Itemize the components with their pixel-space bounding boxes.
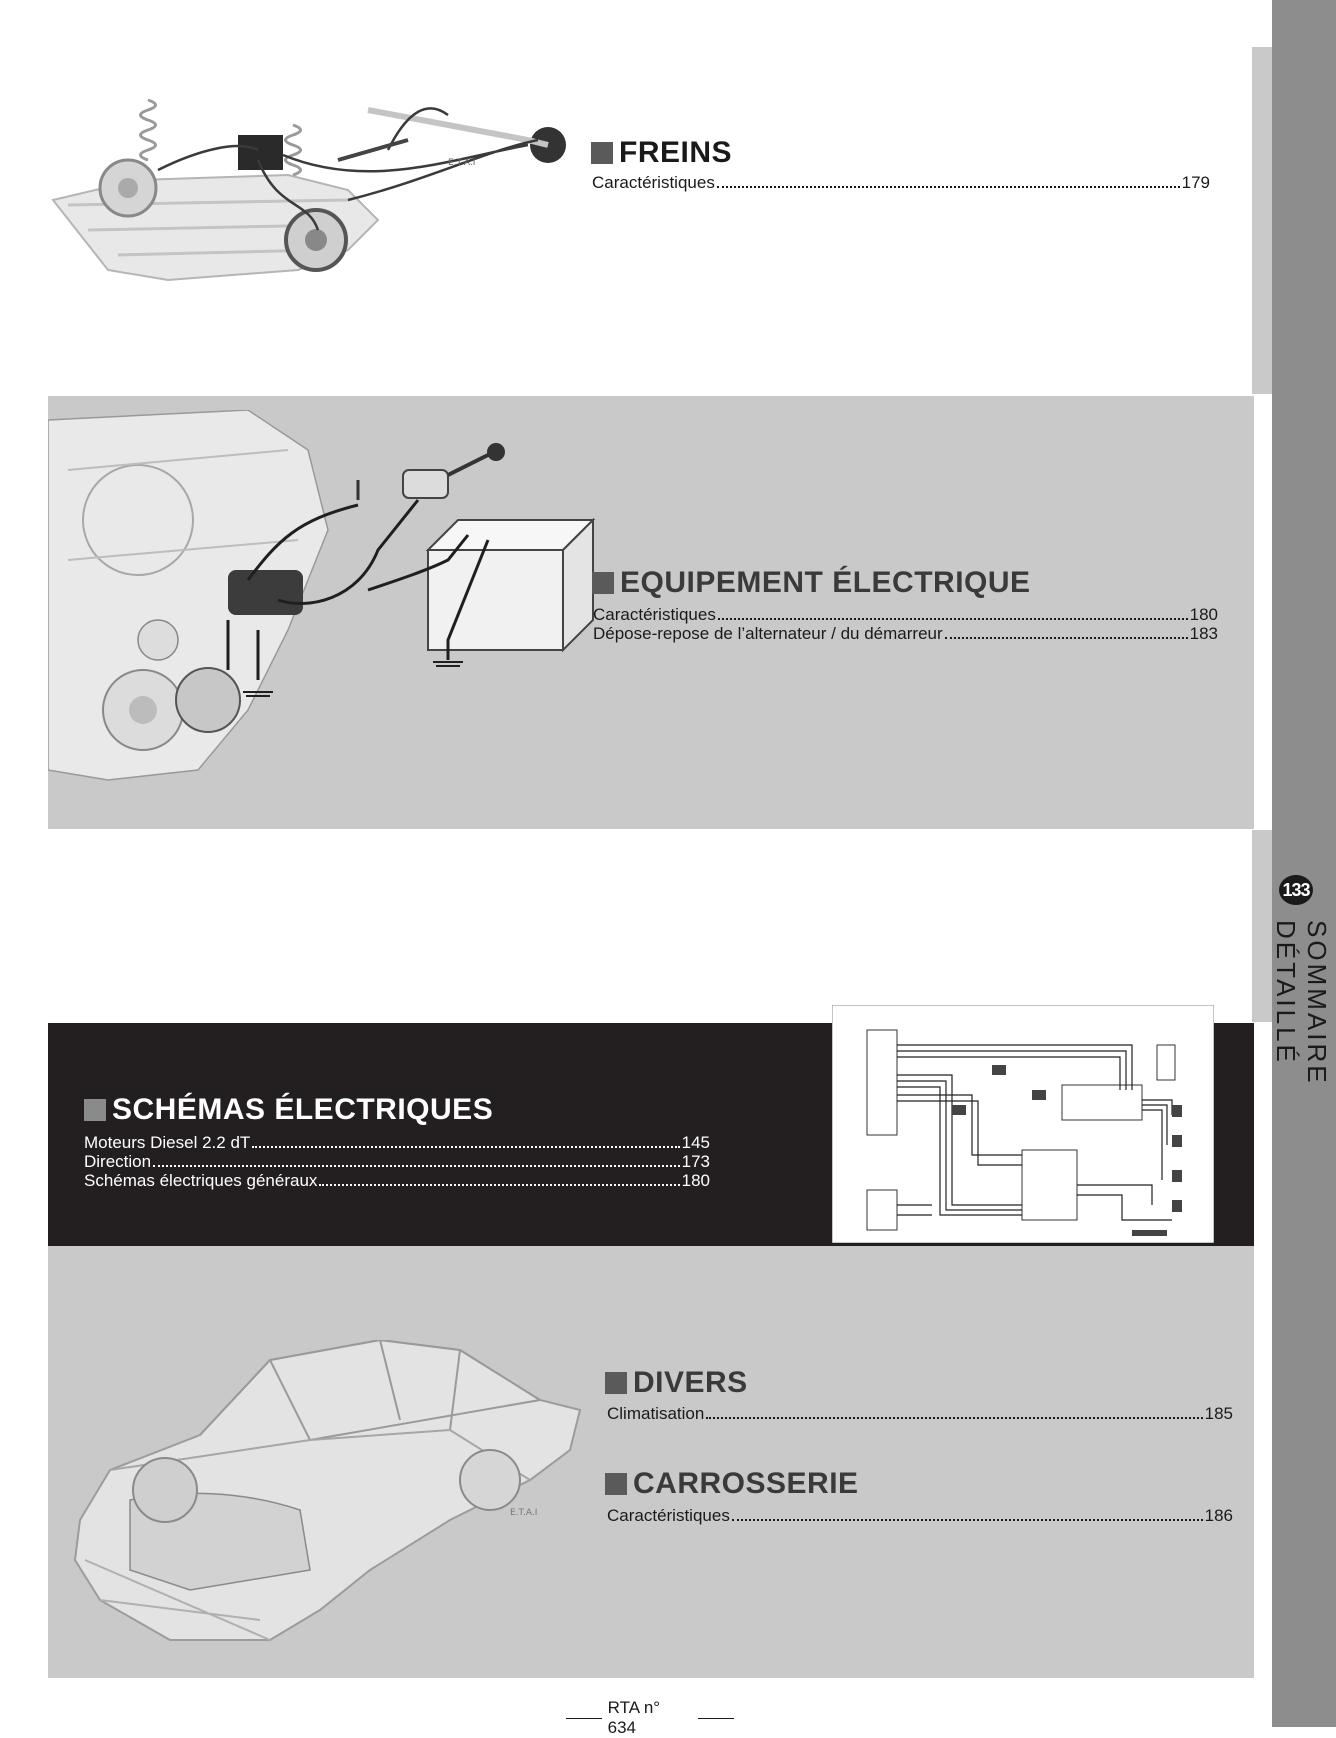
heading-square-icon bbox=[84, 1099, 106, 1121]
toc-entry[interactable]: Direction 173 bbox=[84, 1152, 710, 1171]
heading-freins bbox=[591, 136, 732, 170]
svg-text:E.T.A.I: E.T.A.I bbox=[510, 1508, 538, 1518]
toc-entry[interactable]: Dépose-repose de l’alternateur / du démarreur 183 bbox=[593, 624, 1218, 643]
footer-text: RTA n° 634 bbox=[607, 1698, 661, 1737]
heading-equipement-text: EQUIPEMENT ÉLECTRIQUE bbox=[620, 566, 1031, 599]
page-number-badge: 133 bbox=[1279, 875, 1313, 905]
toc-freins bbox=[592, 173, 1210, 192]
toc-entry[interactable]: Climatisation 185 bbox=[607, 1404, 1233, 1423]
engine-starter-battery-illustration bbox=[48, 410, 608, 790]
heading-carrosserie bbox=[605, 1467, 859, 1501]
heading-carrosserie-text: CARROSSERIE bbox=[633, 1467, 859, 1500]
car-body-illustration bbox=[70, 1340, 590, 1650]
heading-square-icon bbox=[605, 1473, 627, 1495]
toc-entry[interactable]: Caractéristiques 186 bbox=[607, 1506, 1233, 1525]
sidebar-title: SOMMAIRE DÉTAILLÉ bbox=[1271, 920, 1332, 1086]
heading-freins-text: FREINS bbox=[619, 136, 733, 169]
toc-entry[interactable]: Caractéristiques 180 bbox=[593, 605, 1218, 624]
toc-carrosserie bbox=[607, 1506, 1233, 1525]
heading-square-icon bbox=[591, 142, 613, 164]
toc-schemas bbox=[84, 1133, 710, 1190]
right-sidebar bbox=[1272, 0, 1336, 1727]
toc-entry[interactable]: Moteurs Diesel 2.2 dT 145 bbox=[84, 1133, 710, 1152]
toc-equipement bbox=[593, 605, 1218, 643]
svg-text:E.T.A.I: E.T.A.I bbox=[448, 158, 476, 168]
toc-entry[interactable]: Schémas électriques généraux 180 bbox=[84, 1171, 710, 1190]
heading-square-icon bbox=[605, 1372, 627, 1394]
heading-divers-text: DIVERS bbox=[633, 1366, 748, 1399]
sidebar-tab-top bbox=[1252, 47, 1272, 394]
brake-system-illustration bbox=[48, 70, 578, 300]
heading-square-icon bbox=[592, 572, 614, 594]
toc-entry[interactable]: Caractéristiques 179 bbox=[592, 173, 1210, 192]
heading-equipement-electrique bbox=[592, 566, 1031, 600]
sidebar-tab-current bbox=[1252, 830, 1272, 1022]
heading-schemas-electriques bbox=[84, 1093, 493, 1127]
heading-divers bbox=[605, 1366, 748, 1400]
heading-schemas-text: SCHÉMAS ÉLECTRIQUES bbox=[112, 1093, 494, 1126]
wiring-diagram-illustration bbox=[832, 1005, 1214, 1243]
toc-divers bbox=[607, 1404, 1233, 1423]
page-footer bbox=[560, 1698, 740, 1738]
